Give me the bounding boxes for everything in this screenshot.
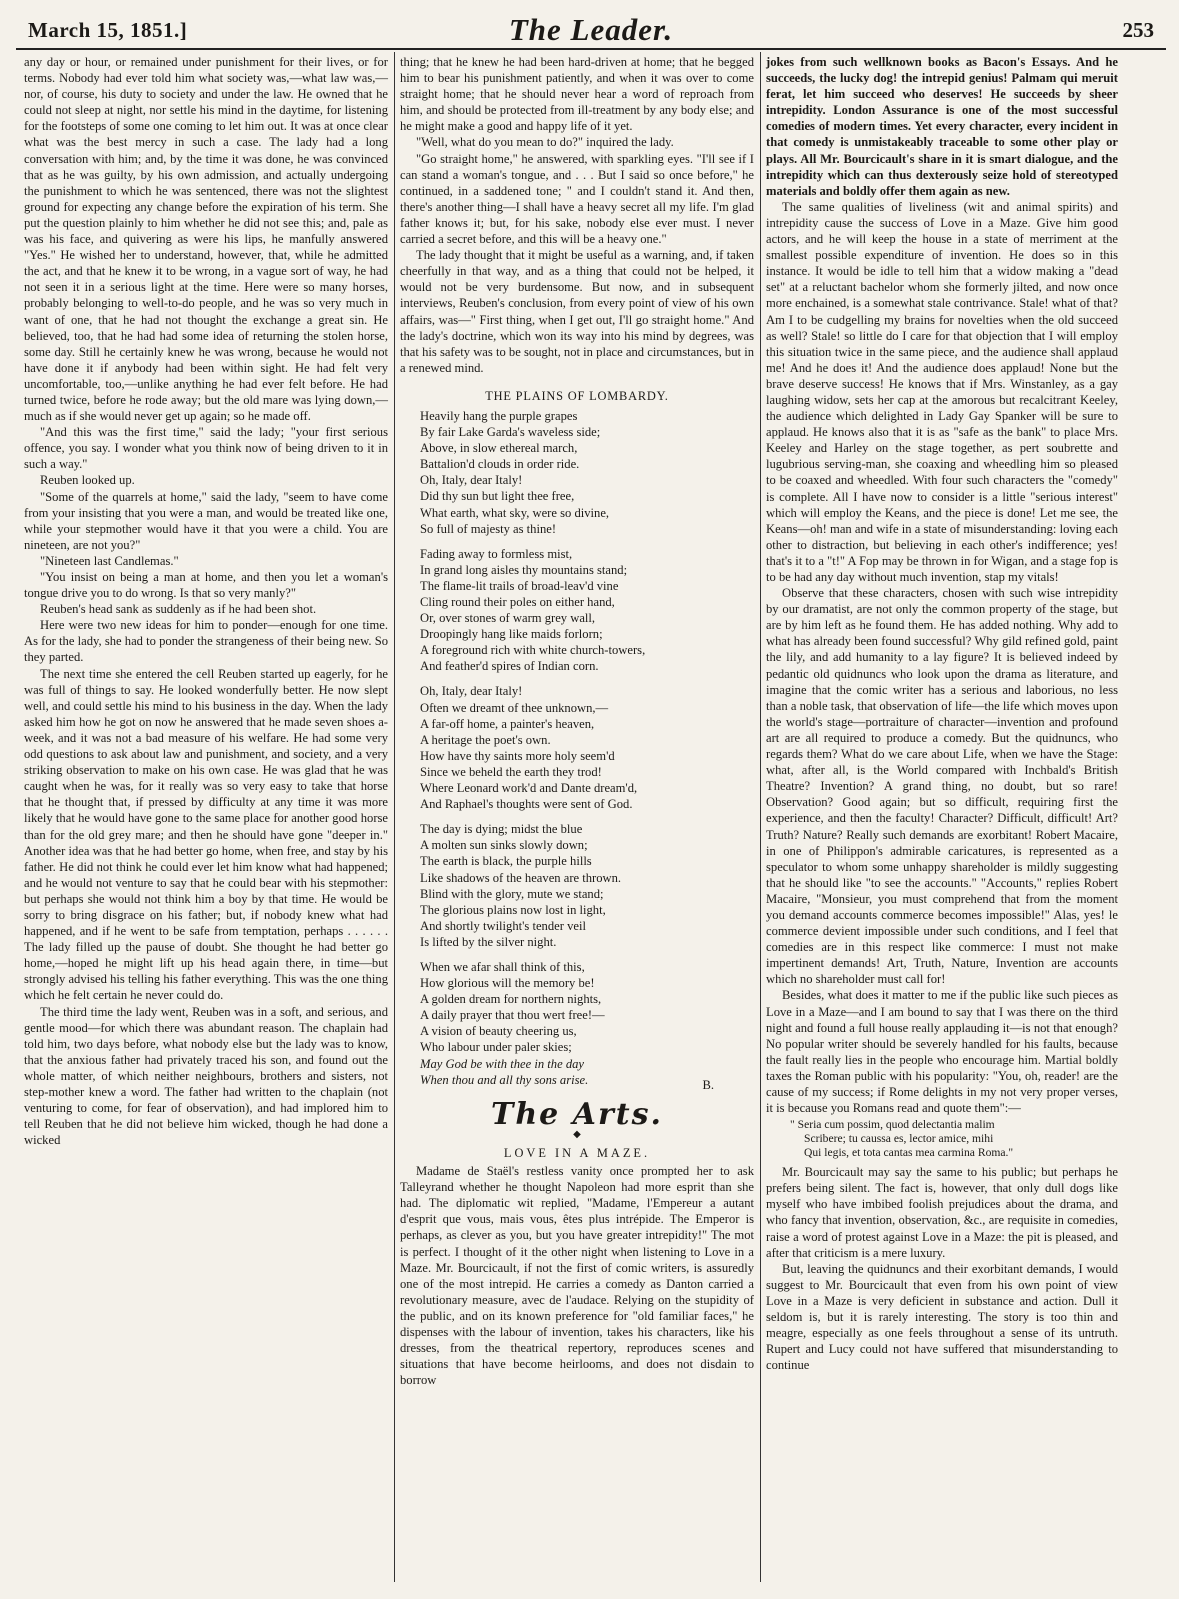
paragraph: The lady thought that it might be useful as a warning, and, if taken cheerfully in that way, and as a thing that could not be helped, it would not be very burdensome. But now, and in subsequent interviews, Reuben's conclusion, from every point of view of his own affairs, was—" First thing, when I get out, I'll go straight home." And the lady's doctrine, which won its way into his mind by degrees, was that his safety was to be sought, not in place and circumstances, but in a renewed mind.	[400, 248, 754, 375]
poem-stanza-2	[420, 546, 754, 675]
poem-line: Since we beheld the earth they trod!	[420, 764, 602, 779]
poem-stanza-5	[420, 959, 754, 1088]
poem-line: Or, over stones of warm grey wall,	[420, 611, 596, 626]
column-3	[766, 54, 1118, 1373]
poem-line: Battalion'd clouds in order ride.	[420, 457, 580, 472]
paragraph: "Well, what do you mean to do?" inquired the lady.	[416, 135, 674, 150]
poem-stanza-3	[420, 683, 754, 812]
poem-line: Heavily hang the purple grapes	[420, 408, 578, 423]
paragraph: "And this was the first time," said the lady; "your first serious offence, you say. I wonder what you think now of being driven to it in such a way."	[24, 425, 388, 472]
poem-line: Like shadows of the heaven are thrown.	[420, 870, 622, 885]
paragraph: Mr. Bourcicault may say the same to his public; but perhaps he prefers being silent. The fact is, however, that only dull dogs like myself who have imbibed foolish prejudices about the drama, and who fancy that invention, observation, &c., are requisite in comedies, raise a word of protest against Love in a Maze: the pit is pleased, and after that criticism is a mere luxury.	[766, 1165, 1118, 1260]
paragraph: Here were two new ideas for him to ponder—enough for one time. As for the lady, she had to ponder the strangeness of their being new. So they parted.	[24, 618, 388, 665]
poem-line: By fair Lake Garda's waveless side;	[420, 425, 601, 440]
quote-line: Qui legis, et tota cantas mea carmina Roma."	[804, 1146, 1014, 1160]
poem-line: Often we dreamt of thee unknown,—	[420, 700, 609, 715]
poem-line: Oh, Italy, dear Italy!	[420, 684, 523, 699]
poem-line: In grand long aisles thy mountains stand;	[420, 562, 628, 577]
poem-line: And feather'd spires of Indian corn.	[420, 659, 599, 674]
page-number: 253	[1122, 18, 1154, 42]
poem-line: What earth, what sky, were so divine,	[420, 505, 610, 520]
poem-line: Is lifted by the silver night.	[420, 934, 557, 949]
poem-line: When we afar shall think of this,	[420, 959, 585, 974]
poem-line: Above, in slow ethereal march,	[420, 441, 578, 456]
paragraph: The third time the lady went, Reuben was in a soft, and serious, and gentle mood—for which there was abundant reason. The chaplain had told him, two days before, what nobody else but the lady was to know, that the anxious father had privately traced his son, and found out the whole matter, of which neither neighbours, brothers and sisters, not step-mother knew a word. The father had written to the chaplain (not venturing to come, for fear of observation), and had implored him to tell Reuben that he did not believe him wicked, though he had done a wicked	[24, 1004, 388, 1148]
poem-line: The day is dying; midst the blue	[420, 822, 583, 837]
paragraph: any day or hour, or remained under punishment for their lives, or for terms. Nobody had ever told him what society was,—what law was,—nor, of course, his duty to society and under the law. He owned that he could not sleep at night, nor settle his mind in the daytime, for listening for the footsteps of some one coming to let him out. It was at once clear what was the best mercy in such a case. The lady had a long conversation with him; and, by the time it was done, he was convinced that as he was guilty, by his own admission, and actually undergoing the punishment to which he was sentenced, there was not the slightest ground for expecting any change before the expiration of his term. She put the question plainly to him whether he did not see this; and, pale as was his face, and quivering as were his lips, he manfully answered "Yes." He wished her to understand, however, that, while he admitted the act, and that he knew it to be wrong, in a vague sort of way, he had not seen it in a serious light at the time. Here were so many horses, probably belonging to well-to-do people, and he was so very much in want of one, that he had not thought the exchange a great sin. He believed, too, that he had had some idea of returning the stolen horse, some day. Still he certainly knew he was wrong, because he would not have done it if anybody had been within sight. He had felt very uncomfortable, too,—unlike anything he had ever felt before. He had turned twice, before he rode away; but the old mare was lying down,—much as if she would never get up again; so he made off.	[24, 55, 388, 424]
poem-line: Who labour under paler skies;	[420, 1040, 572, 1055]
paragraph: Besides, what does it matter to me if the public like such pieces as Love in a Maze—and I am bound to say that I was there on the third night and found a full house really applauding it—is not that enough? No popular writer should be severely handled for his faults, because the fault really lies in the people who encourage him. Martial boldly taxes the Roman public with his popularity: "You, oh, reader! are the cause of my success; if Rome delights in my not very proper verses, it is because you Romans read and quote them":—	[766, 988, 1118, 1116]
ornament-icon: ◆	[573, 1128, 581, 1140]
poem-line: So full of majesty as thine!	[420, 521, 557, 536]
poem-line: And shortly twilight's tender veil	[420, 918, 586, 933]
paragraph: Reuben looked up.	[40, 473, 135, 488]
poem-line: How glorious will the memory be!	[420, 976, 595, 991]
poem-signature: B.	[702, 1077, 714, 1092]
poem-stanza-4	[420, 821, 754, 950]
poem-line: Where Leonard work'd and Dante dream'd,	[420, 781, 638, 796]
article-title: LOVE IN A MAZE.	[503, 1146, 651, 1160]
poem-line: May God be with thee in the day	[420, 1056, 585, 1071]
paragraph: thing; that he knew he had been hard-driven at home; that he begged him to bear his punishment patiently, and when it was over to come straight home; that he should never hear a word of reproach from him, and should be protected from ill-treatment by any body else; and he might make a good and happy life of it yet.	[400, 55, 754, 134]
poem-line: And Raphael's thoughts were sent of God.	[420, 797, 633, 812]
poem-line: A foreground rich with white church-towers,	[420, 643, 646, 658]
poem-line: When thou and all thy sons arise.	[420, 1072, 589, 1087]
poem-stanza-1	[420, 408, 754, 537]
poem-title: THE PLAINS OF LOMBARDY.	[485, 388, 669, 403]
bold-passage	[766, 54, 1118, 199]
poem-line: How have thy saints more holy seem'd	[420, 748, 615, 763]
column-rule-left	[394, 52, 395, 1582]
poem-line: Fading away to formless mist,	[420, 546, 573, 561]
paragraph: "Nineteen last Candlemas."	[40, 553, 179, 568]
paragraph: jokes from such wellknown books as Bacon's Essays. And he succeeds, the lucky dog! the intrepid genius! Palmam qui meruit ferat, let him succeed who deserves! He succeeds by sheer intrepidity. London Assurance is one of the most successful comedies of modern times. Yet every character, every incident in that comedy is unmistakeably traceable to some other play or plays. All Mr. Bourcicault's share in it is smart dialogue, and the intrepidity which can thus dexterously seize hold of stereotyped materials and boldly offer them again as new.	[766, 55, 1118, 198]
poem-line: The glorious plains now lost in light,	[420, 902, 606, 917]
masthead	[16, 8, 1166, 50]
poem-line: A vision of beauty cheering us,	[420, 1024, 577, 1039]
paragraph: "Go straight home," he answered, with sparkling eyes. "I'll see if I can stand a woman's tongue, and . . . But I said so once before," he continued, in a saddened tone; " and I couldn't stand it. And then, there's another thing—I shall have a heavy secret all my life. I'm glad father knows it; but, for his sake, nobody else ever must. I never carried a secret before, and this will be a heavy one."	[400, 151, 754, 247]
poem-line: The earth is black, the purple hills	[420, 854, 592, 869]
column-2	[400, 54, 754, 1388]
poem-line: A golden dream for northern nights,	[420, 992, 602, 1007]
paragraph: The next time she entered the cell Reuben started up eagerly, for he was full of things to say. He looked wonderfully better. He now slept well, and could settle his mind to his business in the day. When the lady asked him how he got on now he answered that he made seven shoes a-week, and it was not a bad measure of his welfare. He had some very odd questions to ask about law and punishment, and society, and a very striking observation to make on his own case. He was glad that he was caught when he was, for it really was so very easy to take that horse that he thought that, if pressed by difficulty at any time it was more likely that he would have gone to the same place for another good horse than for the old grey mare; and then he should have gone "deeper in." Another idea was that he had better go home, when free, and stay by his father. He did not think he could ever let him know what had happened; and he would not venture to say that he could bear with his stepmother: but perhaps she would not think him a boy by that time. He would be sorry to bring disgrace on his father; but, if nobody knew what had happened, and if he went to be safe from temptation, perhaps . . . . . . The lady filled up the pause of doubt. She thought he had better go home,—hoped he might lift up his head again there, in time—but strongly advised his telling his father everything. This was the one thing which he felt certain he never could do.	[24, 666, 388, 1003]
column-1	[24, 54, 388, 1148]
poem-line: Droopingly hang like maids forlorn;	[420, 627, 603, 642]
poem-line: Blind with the glory, mute we stand;	[420, 886, 604, 901]
paragraph: "Some of the quarrels at home," said the lady, "seem to have come from your insisting that you were a man, and would be treated like one, while your stepmother would have it that you were a child. You are nineteen, are not you?"	[24, 489, 388, 552]
poem-line: A molten sun sinks slowly down;	[420, 838, 588, 853]
paragraph: But, leaving the quidnuncs and their exorbitant demands, I would suggest to Mr. Bourcicault that even from his own point of view Love in a Maze is very deficient in substance and action. Dull it seldom is, but it is rarely interesting. The story is too thin and meagre, especially as one feels throughout a sense of its untruth. Rupert and Lucy could not have suffered that misunderstanding to continue	[766, 1261, 1118, 1373]
poem-line: Cling round their poles on either hand,	[420, 595, 615, 609]
paragraph: The same qualities of liveliness (wit and animal spirits) and intrepidity cause the success of Love in a Maze. Give him good actors, and he will keep the house in a state of merriment at the smallest possible expenditure of invention. He does so in this instance. It would be idle to tell him that a widow making a "dead set" at a reluctant bachelor whom she formerly jilted, and now once more enchained, is a somewhat stale contrivance. Stale! what of that? Am I to be cudgelling my brains for novelties when the old succeed as well? Stale! so little do I care for that objection that I will employ this situation twice in the same piece, and the audience shall applaud me! And he does it! And the audience does applaud! None but the brave deserve success! He knows that if Mrs. Winstanley, as a gay laughing widow, sets her cap at the amorous but recalcitrant Keeley, the audience which delighted in Lady Gay Spanker will be sure to applaud. He knows also that it is as "safe as the bank" to place Mrs. Keeley and Harley on the stage together, as pert soubrette and lugubrious serving-man, she coaxing and wheedling him so pleased to be coaxed and wheedled. With four such characters the "comedy" is complete. All I have now to consider is a little "serious interest" which will employ the Keans, and the piece is done! Let me see, the Keans—oh! man and wife in a state of misunderstanding: loving each other to distraction, but believing in each other's indifference; yes! that's it to a "t!" A Fop may be thrown in for Wigan, and a stage fop is to be had any day without much invention, stap my vitals!	[766, 199, 1118, 584]
latin-quote	[790, 1118, 1118, 1160]
column-rule-right	[760, 52, 761, 1582]
poem-line: Oh, Italy, dear Italy!	[420, 473, 523, 488]
paragraph: Observe that these characters, chosen with such wise intrepidity by our dramatist, are not only the common property of the stage, but are by him left as he found them. He has added nothing. Why add to what has already been found successful? Why gild refined gold, paint the lily, and add humanity to a lay figure? It is believed indeed by pedantic old quidnuncs who look upon the drama as literature, and imagine that the comic writer has a serious and laborious, no less than a noble task, that observation of life—the life which moves upon the world's stage—portraiture of character—invention and profound art are all required to produce a comedy. But the quidnuncs, who regards them? What do we care about Life, when we have the Stage: what, after all, is the World compared with Inchbald's British Theatre? Invention? A grand thing, no doubt, but so rare! Observation? Good again; but so difficult, requiring first the experience, and then the faculty! Character? Difficult, difficult! Art? Truth? Nature? Really such demands are exorbitant! Robert Macaire, in one of Philippon's admirable caricatures, is represented as a speculator to whom some unhappy shareholder is mildly suggesting that he should like "to see the accounts." "Accounts," replies Robert Macaire, "Monsieur, you must comprehend that from the moment you demand accounts commerce becomes impossible!" Alas, yes! le commerce devient impossible under such conditions, and I feel that comedies are in this respect like commerce: I must not make impertinent demands! Art, Truth, Nature, Invention are accounts which no shareholder must call for!	[766, 586, 1118, 987]
quote-line: Scribere; tu caussa es, lector amice, mihi	[804, 1132, 994, 1146]
paragraph: Madame de Staël's restless vanity once prompted her to ask Talleyrand whether he thought Napoleon had more esprit than she had. The diplomatic wit replied, "Madame, l'Empereur a autant d'esprit que vous, mais vous, êtes plus intrépide. The Emperor is perhaps, as clever as you, but you have greater intrepidity!" The mot is perfect. I thought of it the other night when listening to Love in a Maze. Mr. Bourcicault, if not the first of comic writers, is assuredly one of the most intrepid. He carries a comedy as Danton carried a revolutionary measure, avec de l'audace. Relying on the stupidity of the public, and on its known preference for "old familiar faces," he dispenses with the labour of invention, takes his characters, like his dresses, from the theatrical repertory, reproduces scenes and situations that have become heirlooms, and does not disdain to borrow	[400, 1164, 754, 1388]
poem-line: Did thy sun but light thee free,	[420, 489, 575, 504]
quote-line: " Seria cum possim, quod delectantia malim	[790, 1118, 995, 1132]
newspaper-title: The Leader.	[508, 12, 674, 47]
paragraph: Reuben's head sank as suddenly as if he had been shot.	[40, 602, 317, 617]
poem-line: A daily prayer that thou wert free!—	[420, 1008, 605, 1023]
paragraph: "You insist on being a man at home, and then you let a woman's tongue drive you to do wrong. Is that so very manly?"	[24, 570, 388, 601]
poem-line: A far-off home, a painter's heaven,	[420, 716, 595, 731]
poem-line: The flame-lit trails of broad-leav'd vine	[420, 578, 619, 593]
poem-line: A heritage the poet's own.	[420, 732, 551, 747]
issue-date: March 15, 1851.]	[28, 18, 188, 42]
section-heading: The Arts.	[491, 1096, 663, 1132]
